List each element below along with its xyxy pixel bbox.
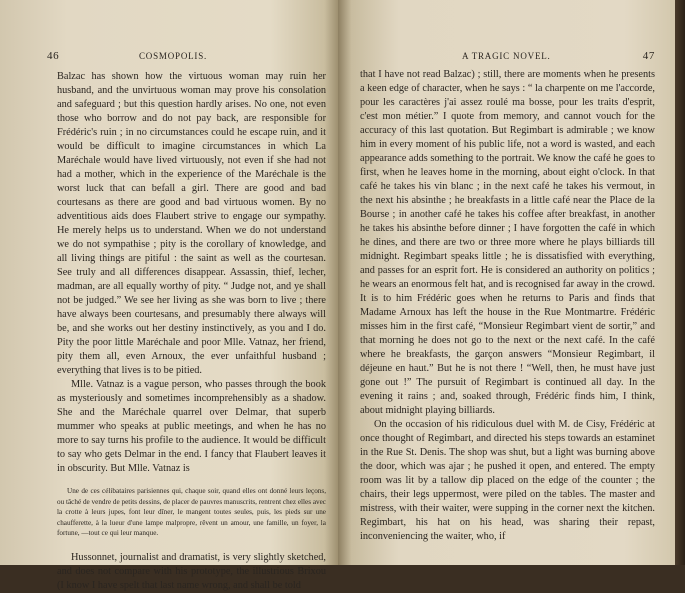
left-page-body bbox=[57, 70, 326, 476]
running-head: A TRAGIC NOVEL. bbox=[462, 51, 551, 61]
page-number: 47 bbox=[642, 50, 655, 62]
right-page-body bbox=[360, 68, 655, 544]
book-edge bbox=[675, 0, 685, 565]
running-head: COSMOPOLIS. bbox=[139, 51, 208, 61]
left-page-header bbox=[47, 50, 326, 66]
paragraph: On the occasion of his ridiculous duel with M. de Cisy, Frédéric at once thought of Regimbart, and directed his steps towards an estaminet in the Rue St. Denis. The shop was shut, but a light was burning above the door, which was ajar ; he pushed it open, and entered. The empty room was lit by a tallow dip placed on the edge of the counter ; the chairs, their legs uppermost, were piled on the tables. The master and mistress, with their waiter, were supping in the corner next the kitchen. Regimbart, his hat on his head, was sharing their repast, inconveniencing the waiter, who, if bbox=[360, 419, 655, 542]
paragraph: Balzac has shown how the virtuous woman may ruin her husband, and the unvirtuous woman may prove his consolation and safeguard ; but this question hardly arises. No one, not even those who borrow and do not pay back, are responsible for Frédéric's ruin ; in no circumstances could he escape ruin, and it would be difficult to imagine circumstances in which La Maréchale would have lived virtuously, not even if she had not had a mother, which in the experience of the Maréchale is the worst luck that can befall a girl. There are good and bad courtesans as there are good and bad virtuous women. By no adventitious aids does Flaubert strive to engage our sympathy. He merely helps us to understand. When we do not understand we do not sympathise ; pity is the corollary of knowledge, and all living things are pitiful : the saint as well as the courtesan. See truly and all differences disappear. Assassin, thief, lecher, madman, are all equally worthy of pity. “ Judge not, and ye shall not be judged.” We see her living as she was born to live ; there have always been courtesans, and presumably there always will be, and she works out her destiny instinctively, as you and I do. Pity the poor little Maréchale and poor Mlle. Vatnaz, her friend, pity them all, even Arnoux, the ever unfaithful husband ; everything that lives is to be pitied. bbox=[57, 71, 326, 376]
left-page-body-continued bbox=[57, 551, 326, 593]
left-page bbox=[0, 0, 338, 591]
right-page bbox=[338, 0, 675, 565]
paragraph: Mlle. Vatnaz is a vague person, who passes through the book as mysteriously and sometimes incomprehensibly as a shadow. She and the Maréchale quarrel over Delmar, that superb mummer who speaks at public meetings, and when he has no more to say turns his profile to the audience. It would be difficult to say who gets Delmar in the end. I fancy that Flaubert leaves it in obscurity. But Mlle. Vatnaz is bbox=[57, 379, 326, 474]
footnote-text: Une de ces célibataires parisiennes qui, chaque soir, quand elles ont donné leurs leçons, ou tâché de vendre de petits dessins, de placer de pauvres manuscrits, rentrent chez elles avec la crotte à leurs jupes, font leur dîner, le mangent toutes seules, puis, les pieds sur une chaufferette, à la lueur d'une lampe malpropre, rêvent un amour, une famille, un foyer, la fortune, —tout ce qui leur manque. bbox=[57, 487, 326, 538]
footnote bbox=[57, 486, 326, 539]
page-number: 46 bbox=[47, 50, 60, 62]
paragraph: Hussonnet, journalist and dramatist, is very slightly sketched, and does not compare with his prototype, the illustrious Brixou (I know I have spelt that last name wrong, and shall be told bbox=[57, 551, 326, 591]
right-page-header bbox=[360, 50, 655, 66]
paragraph: that I have not read Balzac) ; still, there are moments when he presents a keen edge of character, when he says : “ la charpente on me l'accorde, pour les caractères j'ai assez roulé ma bosse, pour les traits d'esprit, c'est mon métier.” I quote from memory, and cannot vouch for the accuracy of this last quotation. But Regimbart is admirable ; we know him in every moment of his public life, not a word is wasted, and each appearance adds something to the portrait. We know the café he goes to first, when he leaves home in the morning, about eight o'clock. In that café he takes his vin blanc ; in the next café he takes his vermout, in the next his absinthe ; he breakfasts in a little café near the Place de la Bourse ; in another café he takes his coffee after breakfast, in another he takes his absinthe before dinner ; I have forgotten the café in which he dines, and there are two or three more where he plays billiards till midnight. Regimbart speaks little ; he is dissatisfied with everything, and passes for an esprit fort. He is considered an authority on politics ; he wears an enormous felt hat, and is recognised far away in the crowd. It is to him Frédéric goes when he returns to Paris and finds that Madame Arnoux has left the house in the Rue Montmartre. Frédéric misses him in the first café, “Monsieur Regimbart vient de sortir,” and that morning he does not go to the next or the next café. In the café where he breakfasts, the garçon answers “Monsieur Regimbart, il déjeune en haut.” But he is not there ! “Well, then, he must have just gone out !” The pursuit of Regimbart is continued all day. In the evening it rains ; and, soaked through, Frédéric finds him, I think, about midnight playing billiards. bbox=[360, 69, 655, 416]
